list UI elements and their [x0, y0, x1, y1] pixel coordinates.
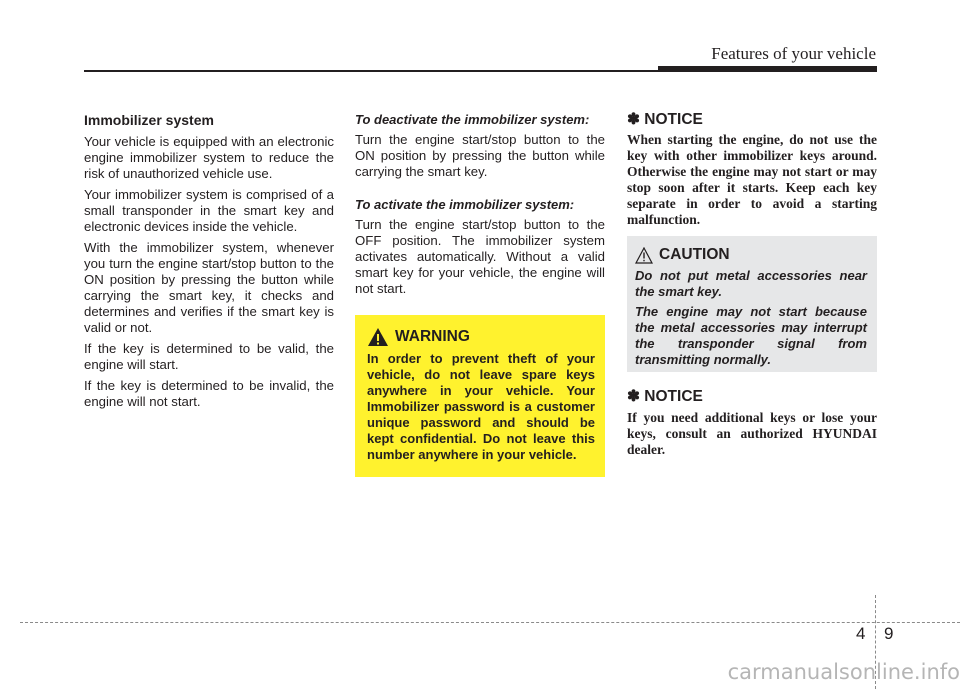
footer-rule [20, 622, 960, 623]
warning-text: In order to prevent theft of your vehicle, do not leave spare keys anywhere in your vehicle. Your Immobilizer password is a customer unique password and should be kept confidential. Do not leave this number anywhere in your vehicle. [367, 351, 595, 462]
caution-line: Do not put metal accessories near the smart key. [635, 268, 867, 299]
activate-text: Turn the engine start/stop button to the OFF position. The immobilizer system activates automatically. Without a valid smart key for your vehicle, the engine will not start. [355, 217, 605, 296]
paragraph: With the immobilizer system, whenever you turn the engine start/stop button to the ON position by pressing the button while carrying the smart key, it checks and determines and verifies if the smart key is valid or not. [84, 240, 334, 335]
caution-line: The engine may not start because the metal accessories may interrupt the transponder signal from transmitting normally. [635, 304, 867, 367]
warning-title: WARNING [395, 328, 470, 345]
column-left [84, 110, 334, 415]
watermark: carmanualsonline.info [727, 660, 960, 684]
warning-box [355, 315, 605, 477]
column-right [627, 110, 877, 228]
warning-header [367, 327, 595, 347]
deactivate-text: Turn the engine start/stop button to the ON position by pressing the button while carrying the smart key. [355, 132, 605, 179]
deactivate-heading: To deactivate the immobilizer system: [355, 112, 590, 127]
paragraph: Your vehicle is equipped with an electronic engine immobilizer system to reduce the risk of unauthorized vehicle use. [84, 134, 334, 181]
header-bar [658, 66, 877, 72]
notice-text: When starting the engine, do not use the key with other immobilizer keys around. Otherwise the engine may not start or may stop soon after it starts. Keep each key separate in order to avoid a starting malfunction. [627, 132, 877, 227]
page-number: 9 [884, 624, 894, 643]
activate-heading: To activate the immobilizer system: [355, 197, 575, 212]
chapter-number: 4 [856, 624, 866, 643]
paragraph: If the key is determined to be invalid, the engine will not start. [84, 378, 334, 409]
caution-triangle-icon [635, 247, 653, 264]
caution-header [635, 246, 867, 264]
paragraph: Your immobilizer system is comprised of a small transponder in the smart key and electronic devices inside the vehicle. [84, 187, 334, 234]
caution-title: CAUTION [659, 246, 730, 263]
notice-heading: ✽ NOTICE [627, 111, 703, 128]
section-title: Features of your vehicle [711, 44, 876, 63]
column-middle [355, 110, 605, 302]
warning-triangle-icon [367, 327, 389, 347]
notice-keys [627, 385, 877, 458]
paragraph: If the key is determined to be valid, the engine will start. [84, 341, 334, 372]
immobilizer-heading: Immobilizer system [84, 112, 214, 128]
caution-box [627, 236, 877, 372]
notice-heading: ✽ NOTICE [627, 388, 703, 405]
notice-text: If you need additional keys or lose your keys, consult an authorized HYUNDAI dealer. [627, 410, 877, 457]
